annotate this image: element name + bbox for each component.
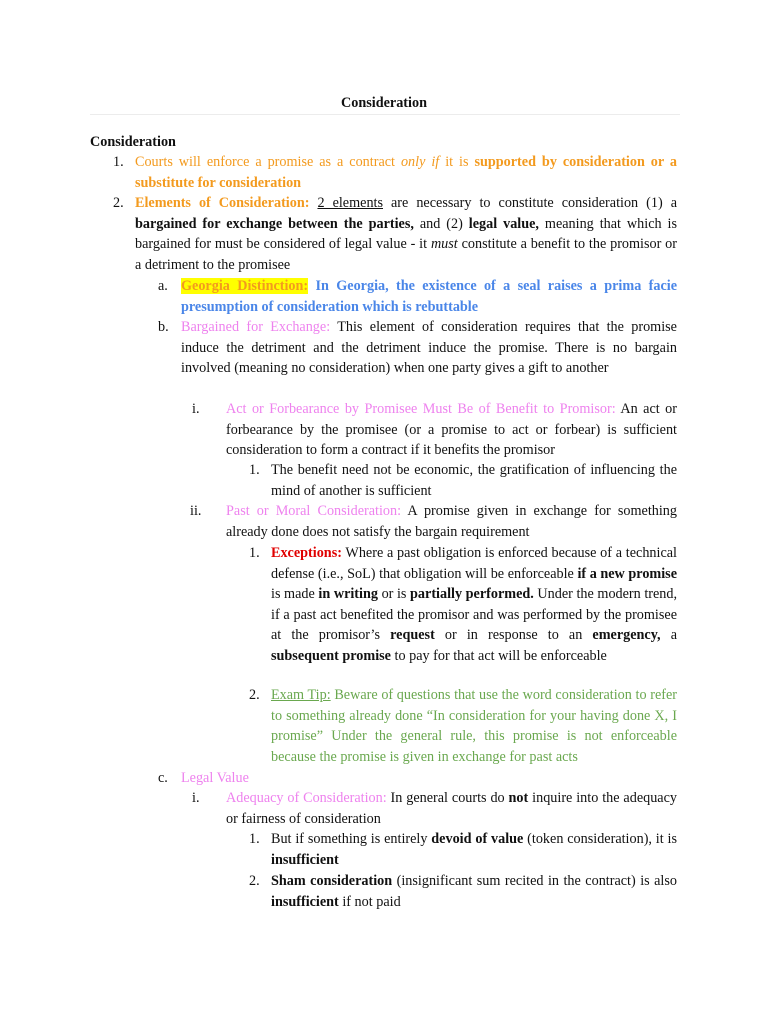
list-letter: b. xyxy=(158,319,169,335)
list-item-devoid xyxy=(271,829,677,870)
text-run: partially performed. xyxy=(410,586,534,602)
list-letter: a. xyxy=(158,278,168,294)
list-item-benefit xyxy=(271,460,677,501)
text-run: a xyxy=(660,627,677,643)
item-label: Exam Tip: xyxy=(271,687,331,703)
text-run: A promise given in exchange for something already done does not satisfy the bargain requirement xyxy=(226,503,677,540)
list-number: 1. xyxy=(249,462,260,478)
list-item-adequacy xyxy=(226,788,677,829)
list-number: 2. xyxy=(113,195,124,211)
text-run: An act or forbearance by the promisee (or a promise to act or forbear) is sufficient consideration to form a contract if it benefits the promisor xyxy=(226,401,677,458)
list-roman: i. xyxy=(192,401,200,417)
list-number: 1. xyxy=(249,831,260,847)
text-run: subsequent promise xyxy=(271,647,391,664)
text-run: inquire into the adequacy or fairness of consideration xyxy=(226,790,677,827)
item-label: Elements of Consideration: xyxy=(135,195,310,211)
item-label: Act or Forbearance by Promisee Must Be of Benefit to Promisor: xyxy=(226,401,616,417)
text-run: is made xyxy=(271,586,319,602)
text-run: 2 elements xyxy=(317,195,383,211)
list-number: 2. xyxy=(249,873,260,889)
item-label: Adequacy of Consideration: xyxy=(226,790,387,806)
title-divider xyxy=(90,114,680,115)
text-run: not xyxy=(508,790,529,806)
list-item-bargained xyxy=(181,317,677,379)
text-run: only if xyxy=(400,154,440,170)
list-number: 1. xyxy=(249,545,260,561)
text-run: But if something is entirely xyxy=(271,831,432,847)
text-run: and (2) xyxy=(413,215,469,232)
list-item-sham xyxy=(271,871,677,912)
text-run: in writing xyxy=(318,586,378,602)
text-run: In general courts do xyxy=(386,790,509,806)
text-run: it is xyxy=(439,154,475,170)
item-label: Bargained for Exchange: xyxy=(181,319,331,335)
item-label: Georgia Distinction: xyxy=(181,278,309,294)
text-run: insufficient xyxy=(271,893,339,910)
list-item-exceptions xyxy=(271,543,677,666)
page-title: Consideration xyxy=(341,95,427,111)
list-number: 1. xyxy=(113,154,124,170)
text-run: Sham consideration xyxy=(271,873,393,889)
text-run: or in response to an xyxy=(434,627,593,643)
text-run: supported by consideration or a substitute for consideration xyxy=(135,154,677,191)
list-item-past-moral xyxy=(226,501,677,542)
list-item-act-forbearance xyxy=(226,399,677,461)
text-run: if not paid xyxy=(338,893,401,910)
text-run: bargained for exchange between the parties, xyxy=(135,215,414,232)
list-item-elements xyxy=(135,193,677,275)
text-run: or is xyxy=(377,586,411,602)
text-run: must xyxy=(430,236,458,252)
list-item-legal-value xyxy=(181,768,677,789)
text-run: are necessary to constitute consideration (1) a xyxy=(383,195,678,211)
section-heading: Consideration xyxy=(90,134,176,150)
text-run: request xyxy=(390,627,435,643)
list-roman: ii. xyxy=(190,503,202,519)
text-run: (token consideration), it is xyxy=(523,831,677,847)
item-label: Exceptions: xyxy=(271,545,342,561)
item-label: Legal Value xyxy=(181,770,249,786)
text-run: Beware of questions that use the word consideration to refer to something already done “In consideration for your having done X, I promise” Under the general rule, this promise is not enforceable because the promise is given in exchange for past acts xyxy=(271,687,677,765)
list-item-exam-tip xyxy=(271,685,677,767)
text-run: Under the modern trend, if a past act benefited the promisor and was performed by the promisee at the promisor’s xyxy=(271,586,678,643)
list-item-georgia xyxy=(181,276,677,317)
list-item-courts-enforce xyxy=(135,152,677,193)
text-run: In Georgia, the existence of a seal raises a prima facie presumption of consideration which is rebuttable xyxy=(181,278,677,315)
text-run: (insignificant sum recited in the contract) is also xyxy=(392,873,677,889)
text-run: emergency, xyxy=(592,627,661,643)
text-run: legal value, xyxy=(468,215,539,232)
text-run: if a new promise xyxy=(577,565,677,582)
text-run: insufficient xyxy=(271,851,339,868)
text-run: meaning that which is bargained for must be considered of legal value - it xyxy=(135,215,678,252)
list-letter: c. xyxy=(158,770,168,786)
list-roman: i. xyxy=(192,790,200,806)
item-label: Past or Moral Consideration: xyxy=(226,503,402,519)
text-run: to pay for that act will be enforceable xyxy=(390,647,607,664)
text-run: This element of consideration requires that the promise induce the detriment and the detriment induce the promise. There is no bargain involved (meaning no consideration) when one party gives a gift to another xyxy=(181,319,677,376)
text-run: devoid of value xyxy=(431,831,524,847)
text-run: Where a past obligation is enforced because of a technical defense (i.e., SoL) that obligation will be enforceable xyxy=(271,545,677,582)
text-run: The benefit need not be economic, the gratification of influencing the mind of another is sufficient xyxy=(271,462,677,499)
list-number: 2. xyxy=(249,687,260,703)
text-run: constitute a benefit to the promisor or a detriment to the promisee xyxy=(135,236,677,273)
text-run: Courts will enforce a promise as a contract xyxy=(135,154,401,170)
